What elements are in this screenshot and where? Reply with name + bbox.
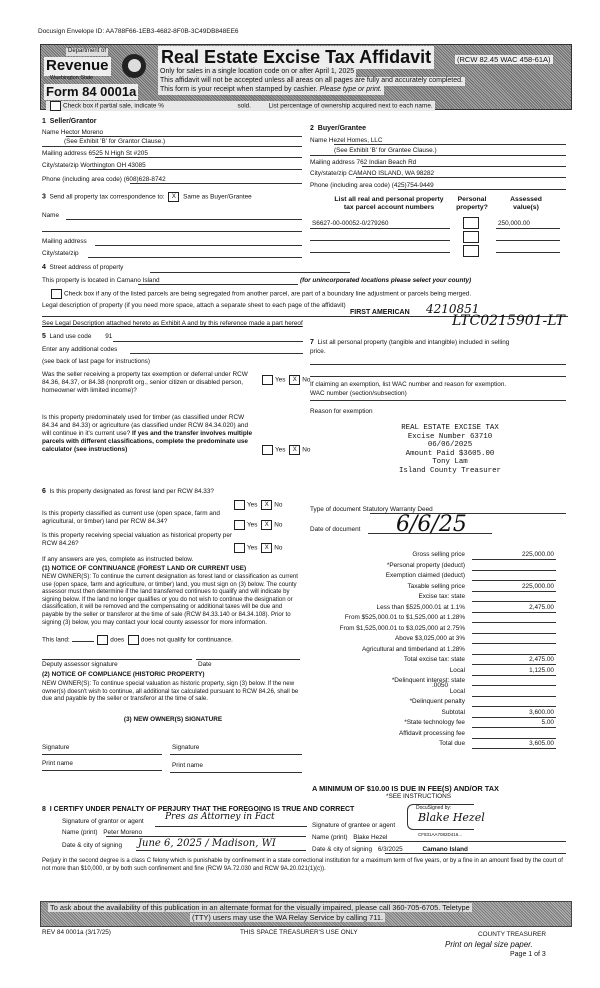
land-use-code[interactable]: 91 — [105, 333, 113, 340]
timber-no-checkbox[interactable]: X — [289, 445, 300, 455]
buyer-name-row: Name Hezel Homes, LLC — [310, 137, 383, 144]
header-line-1: Only for sales in a single location code on or after April 1, 2025 — [160, 68, 355, 75]
calc-value[interactable]: 225,000.00 — [522, 551, 554, 558]
buyer-city[interactable]: CAMANO ISLAND, WA 98282 — [348, 170, 435, 177]
current-use-question: Is this property classified as current use (open space, farm and agricultural, or timber) land per RCW 84.34? — [42, 510, 220, 525]
handwritten-title-number: LTC0215901-LT — [452, 313, 565, 329]
grantee-city[interactable]: Camano Island — [422, 846, 468, 853]
seller-mailing[interactable]: 6525 N High St #205 — [88, 150, 148, 157]
claiming-exemption-label: If claiming an exemption, list WAC number and reason for exemption. — [310, 381, 507, 388]
compliance-text: NEW OWNER(S): To continue special valuation as historic property, sign (3) below. If the new owner(s) doesn't wish to continue, all additional tax calculated pursuant to RCW 84.26, shall be due and payable by the seller or transferor at the time of sale. — [42, 680, 299, 703]
new-owner-signature-label-2: Signature — [172, 744, 200, 751]
same-as-buyer-checkbox[interactable]: X — [168, 192, 179, 202]
additional-codes-label: Enter any additional codes — [42, 346, 118, 353]
calc-value[interactable]: 3,605.00 — [529, 740, 554, 747]
rcw-reference: (RCW 82.45 WAC 458-61A) — [457, 55, 551, 64]
calc-label: Total due — [439, 740, 465, 747]
new-owner-signature-heading: (3) NEW OWNER(S) SIGNATURE — [123, 716, 223, 723]
form-number: Form 84 0001a — [46, 84, 137, 99]
forest-land-question: 6 Is this property designated as forest land per RCW 84.33? — [42, 488, 214, 495]
assessed-value-heading: Assessed value(s) — [510, 196, 542, 212]
exemption-question: Was the seller receiving a property tax exemption or deferral under RCW 84.36, 84.37, or 84.38 (nonprofit org., senior citizen or disabled person, homeowner with limited income)? — [42, 371, 248, 394]
calc-label: Taxable selling price — [407, 582, 465, 590]
header-line-3: This form is your receipt when stamped by cashier. Please type or print. — [160, 86, 382, 93]
personal-property-heading: Personal property? — [456, 196, 488, 212]
grantor-signature[interactable]: Pres as Attorney in Fact — [165, 812, 275, 822]
calc-label: *State technology fee — [404, 719, 465, 726]
calc-label: Gross selling price — [412, 551, 465, 558]
personal-property-label: 7 List all personal property (tangible and intangible) included in selling price. — [310, 339, 510, 355]
continuance-text: NEW OWNER(S): To continue the current designation as forest land or classification as current use (open space, farm and agriculture, or timber) land, you must sign on (3) below. The county assessor must then determine if the land transferred continues to qualify and will indicate by signing below. If the land no longer qualifies or you do not wish to continue the designation or classification, it will be removed and the compensating or additional taxes will be due and payable by the seller or transferor at the time of sale (RCW 84.33.140 or 84.34.108). Prior to signing (3) below, you may contact your local county assessor for more information. — [42, 573, 298, 626]
seller-exhibit: (See Exhibit 'B' for Grantor Clause.) — [64, 138, 166, 145]
docusigned-label: DocuSigned by: — [416, 805, 452, 811]
grantee-date[interactable]: 6/3/2025 — [377, 846, 403, 853]
if-any-yes: If any answers are yes, complete as instructed below. — [42, 556, 194, 563]
does-not-checkbox[interactable] — [128, 635, 139, 645]
buyer-name[interactable]: Hezel Homes, LLC — [328, 137, 383, 144]
certification-statement: 8 I CERTIFY UNDER PENALTY OF PERJURY THAT THE FOREGOING IS TRUE AND CORRECT — [42, 806, 355, 813]
see-back-note: (see back of last page for instructions) — [42, 358, 150, 365]
perjury-notice: Perjury in the second degree is a class C felony which is punishable by confinement in a state correctional institution for a maximum term of five years, or by a fine in an amount fixed by the court of not more than $10,000, or by both such confinement and fine (RCW 9A.72.030 and RCW 9A.20.021(1)(c)). — [42, 858, 563, 872]
does-checkbox[interactable] — [97, 635, 108, 645]
assessed-value[interactable]: 250,000.00 — [498, 220, 530, 227]
revision-label: REV 84 0001a (3/17/25) — [42, 929, 111, 936]
street-address-label: 4 Street address of property — [42, 264, 124, 271]
calc-value[interactable]: 1,125.00 — [529, 666, 554, 674]
calc-value[interactable]: 5.00 — [541, 719, 554, 726]
buyer-phone[interactable]: (425)754-9449 — [391, 182, 434, 189]
document-type-row: Type of document Statutory Warranty Deed — [310, 506, 433, 513]
calc-label: Affidavit processing fee — [399, 729, 465, 737]
calc-label: *Delinquent penalty — [409, 698, 465, 705]
sec3-mailing-label: Mailing address — [42, 238, 87, 245]
county-treasurer-label: COUNTY TREASURER — [478, 931, 546, 938]
partial-sale-row: Check box if partial sale, indicate % sold. List percentage of ownership acquired next to each name. — [46, 101, 435, 111]
located-row: This property is located in Camano Island — [42, 277, 160, 284]
continuance-heading: (1) NOTICE OF CONTINUANCE (FOREST LAND OR CURRENT USE) — [42, 565, 247, 572]
treasurer-use-label: THIS SPACE TREASURER'S USE ONLY — [240, 929, 358, 936]
grantee-date-row: Date & city of signing 6/3/2025 Camano Island — [312, 846, 468, 853]
legal-attached: See Legal Description attached hereto as Exhibit A and by this reference made a part hereof — [42, 320, 303, 327]
docusign-id: CF831AA7082D416... — [418, 832, 463, 837]
calc-label: Exemption claimed (deduct) — [385, 572, 465, 579]
forest-yes-checkbox[interactable] — [234, 500, 245, 510]
grantee-name-row: Name (print) Blake Hezel — [312, 834, 388, 841]
buyer-exhibit: (See Exhibit 'B' for Grantee Clause.) — [334, 147, 437, 154]
seller-phone[interactable]: (608)628-8742 — [123, 176, 166, 183]
first-american-stamp: FIRST AMERICAN — [350, 309, 410, 316]
grantee-name[interactable]: Blake Hezel — [353, 834, 388, 841]
calc-label: *Personal property (deduct) — [386, 561, 465, 569]
grantor-date-label: Date & city of signing — [62, 842, 123, 849]
dept-label: Department of — [68, 48, 107, 54]
calc-value[interactable]: 2,475.00 — [529, 603, 554, 611]
deputy-assessor-label: Deputy assessor signature — [42, 661, 118, 668]
seller-heading: 1 Seller/Grantor — [42, 118, 97, 125]
accessibility-line-2: (TTY) users may use the WA Relay Service by calling 711. — [192, 913, 383, 922]
property-location[interactable]: Camano Island — [116, 277, 160, 284]
land-use-row: 5 Land use code 91 — [42, 333, 113, 340]
exemption-yes-checkbox[interactable] — [262, 375, 273, 385]
this-land-row: This land: does does not qualify for continuance. — [42, 636, 233, 644]
segregation-checkbox[interactable] — [51, 289, 62, 299]
current-use-yes-checkbox[interactable] — [234, 520, 245, 530]
revenue-label: Revenue — [46, 57, 109, 74]
calc-label: Total excise tax: state — [403, 656, 465, 663]
compliance-heading: (2) NOTICE OF COMPLIANCE (HISTORIC PROPERTY) — [42, 671, 205, 678]
dor-emblem-icon — [122, 54, 146, 78]
tax-correspondence-row: 3 Send all property tax correspondence to: X Same as Buyer/Grantee — [42, 193, 252, 201]
calc-value[interactable]: 2,475.00 — [529, 656, 554, 663]
grantor-name[interactable]: Peter Moreno — [103, 829, 143, 836]
calc-label: From $525,000.01 to $1,525,000 at 1.28% — [344, 614, 465, 621]
historic-answer: Yes X No — [232, 543, 282, 553]
timber-yes-checkbox[interactable] — [262, 445, 273, 455]
calc-value[interactable]: 225,000.00 — [522, 582, 554, 590]
historic-no-checkbox[interactable]: X — [261, 543, 272, 553]
forest-no-checkbox[interactable]: X — [261, 500, 272, 510]
parcel-heading: List all real and personal property tax parcel account numbers — [334, 196, 444, 212]
seller-city[interactable]: Worthington OH 43085 — [80, 162, 146, 169]
personal-property-checkbox-2[interactable] — [463, 231, 479, 243]
timber-question: Is this property predominately used for timber (as classified under RCW 84.34 and 84.33) or agriculture (as classified under RCW 84.34.020) and will continue in it's current use? If yes and the transfer involves multiple parcels with different classifications, complete the predominate use calculator (see instructions) — [42, 414, 253, 453]
calc-label: From $1,525,000.01 to $3,025,000 at 2.75% — [339, 624, 465, 632]
current-use-answer: Yes X No — [232, 520, 282, 530]
legal-description-label: Legal description of property (if you need more space, attach a separate sheet to each page of the affidavit) — [42, 302, 346, 309]
exemption-answer: Yes X No — [260, 375, 310, 385]
minimum-due-note: A MINIMUM OF $10.00 IS DUE IN FEE(S) AND/OR TAX — [312, 784, 499, 793]
seller-name[interactable]: Hector Moreno — [60, 129, 104, 136]
buyer-mailing[interactable]: 762 Indian Beach Rd — [356, 159, 417, 166]
parcel-number[interactable]: S6627-00-00052-0/279260 — [312, 220, 389, 227]
seller-name-row: Name Hector Moreno — [42, 129, 104, 136]
calc-label: Excise tax: state — [418, 593, 465, 600]
see-instructions-note: *SEE INSTRUCTIONS — [386, 793, 451, 800]
grantee-signature[interactable]: Blake Hezel — [418, 811, 485, 824]
new-owner-signature-label-1: Signature — [42, 744, 70, 751]
local-rate: .0050 — [432, 682, 448, 689]
partial-sale-checkbox[interactable] — [50, 101, 61, 111]
calc-label: Less than $525,000.01 at 1.1% — [376, 603, 465, 611]
handwritten-order-number: 4210851 — [426, 302, 480, 316]
page-number: Page 1 of 3 — [510, 951, 546, 958]
sec3-city-label: City/state/zip — [42, 250, 79, 257]
treasurer-receipt-stamp: REAL ESTATE EXCISE TAX Excise Number 63710 06/06/2025 Amount Paid $3605.00 Tony Lam Island County Treasurer — [398, 424, 501, 475]
exemption-no-checkbox[interactable]: X — [289, 375, 300, 385]
buyer-phone-row: Phone (including area code) (425)754-9449 — [310, 182, 434, 189]
buyer-mailing-row: Mailing address 762 Indian Beach Rd — [310, 159, 417, 166]
new-owner-print-label-2: Print name — [172, 762, 203, 769]
wac-label: WAC number (section/subsection) — [310, 390, 407, 397]
grantor-name-row: Name (print) Peter Moreno — [62, 829, 143, 836]
calc-label: Local — [449, 666, 465, 674]
timber-answer: Yes X No — [260, 445, 310, 455]
historic-yes-checkbox[interactable] — [234, 543, 245, 553]
buyer-heading: 2 Buyer/Grantee — [310, 125, 367, 132]
accessibility-line-1: To ask about the availability of this publication in an alternate format for the visually impaired, please call 360-705-6705. Teletype — [50, 903, 470, 912]
calc-label: Above $3,025,000 at 3% — [395, 635, 465, 642]
grantor-date-city[interactable]: June 6, 2025 / Madison, WI — [138, 838, 276, 849]
new-owner-print-label-1: Print name — [42, 760, 73, 767]
unincorporated-note: (for unincorporated locations please select your county) — [300, 277, 472, 284]
document-date-label: Date of document — [310, 526, 361, 533]
calc-label: Local — [449, 687, 465, 695]
document-type[interactable]: Statutory Warranty Deed — [362, 506, 433, 513]
calc-label: Agricultural and timberland at 1.28% — [361, 645, 465, 653]
personal-property-checkbox-3[interactable] — [463, 245, 479, 257]
historic-question: Is this property receiving special valuation as historical property per RCW 84.26? — [42, 532, 233, 547]
form-title: Real Estate Excise Tax Affidavit — [158, 46, 434, 69]
grantee-signature-label: Signature of grantee or agent — [312, 822, 396, 829]
legal-size-note: Print on legal size paper. — [445, 940, 533, 949]
header-line-2: This affidavit will not be accepted unless all areas on all pages are fully and accurately completed. — [160, 77, 463, 84]
forest-land-answer: Yes X No — [232, 500, 282, 510]
personal-property-checkbox-1[interactable] — [463, 217, 479, 229]
seller-mailing-row: Mailing address 6525 N High St #205 — [42, 150, 148, 157]
buyer-city-row: City/state/zip CAMANO ISLAND, WA 98282 — [310, 170, 435, 177]
seller-phone-row: Phone (including area code) (608)628-8742 — [42, 176, 166, 183]
seller-city-row: City/state/zip Worthington OH 43085 — [42, 162, 146, 169]
calc-label: *Delinquent interest: state — [391, 677, 465, 684]
deputy-date-label: Date — [198, 661, 212, 668]
calc-label: Subtotal — [441, 708, 465, 716]
document-date[interactable]: 6/6/25 — [396, 512, 467, 537]
washington-label: Washington State — [50, 75, 94, 81]
sec3-name-label: Name — [42, 212, 60, 219]
envelope-id: Docusign Envelope ID: AA788F66-1EB3-4682-8F0B-3C49DB848EE6 — [38, 28, 239, 35]
calc-value[interactable]: 3,600.00 — [529, 708, 554, 716]
segregation-row: Check box if any of the listed parcels are being segregated from another parcel, are part of a boundary line adjustment or parcels being merged. — [51, 289, 571, 299]
reason-label: Reason for exemption — [310, 408, 373, 415]
current-use-no-checkbox[interactable]: X — [261, 520, 272, 530]
grantor-signature-label: Signature of grantor or agent — [62, 818, 144, 825]
